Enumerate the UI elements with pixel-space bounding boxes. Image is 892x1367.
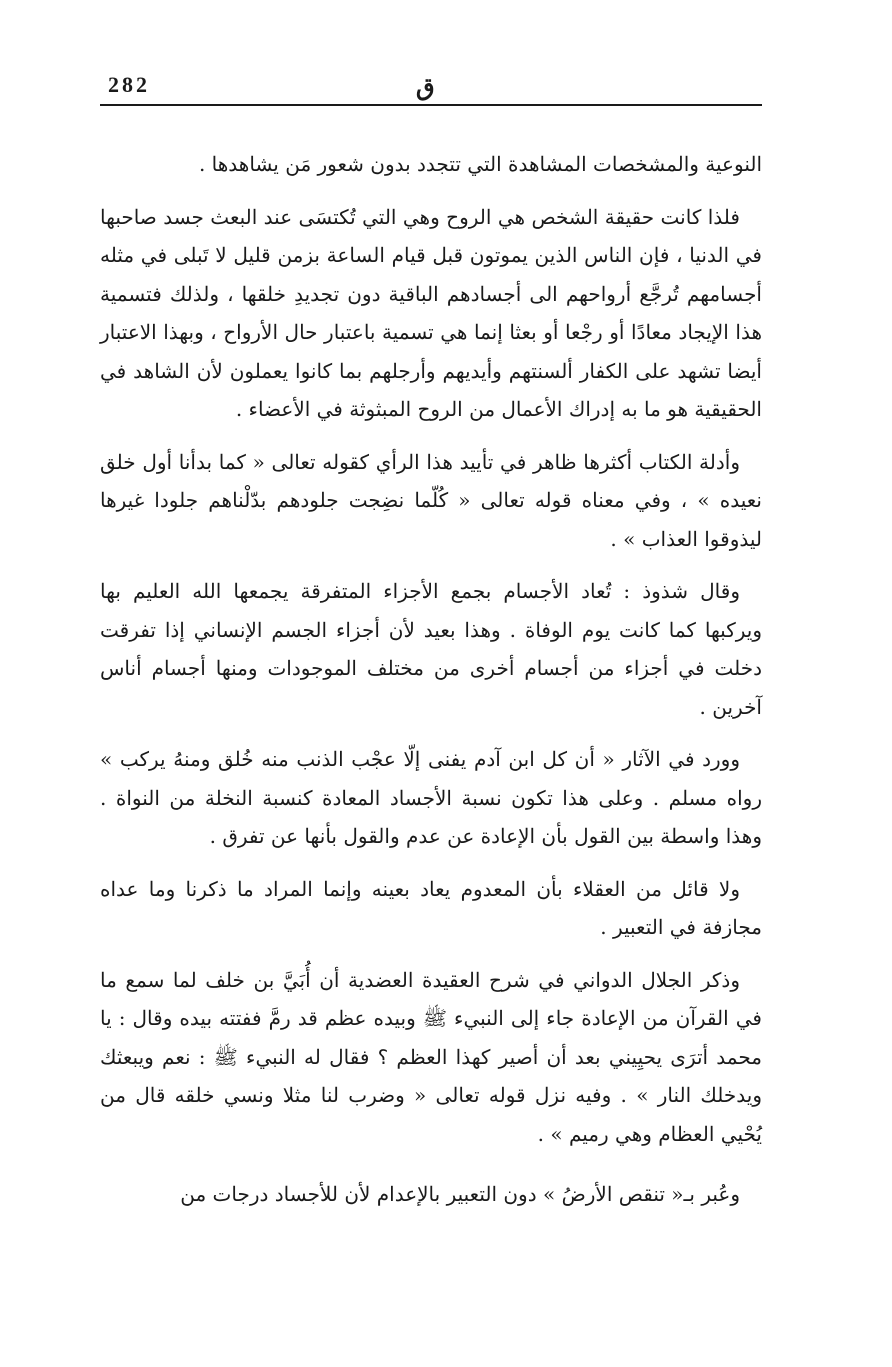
paragraph-dissenting-view: وقال شذوذ : تُعاد الأجسام بجمع الأجزاء المتفرقة يجمعها الله العليم بها ويركبها كما كانت يوم الوفاة . وهذا بعيد لأن أجزاء الجسم الإنساني إذا تفرقت دخلت في أجزاء من أجسام أخرى من مختلف الموجودات ومنها أجسام أناس آخرين . <box>100 579 762 719</box>
paragraph-soul-reality: فلذا كانت حقيقة الشخص هي الروح وهي التي تُكتسَى عند البعث جسد صاحبها في الدنيا ، فإن الناس الذين يموتون قبل قيام الساعة بزمن قليل لا تَبلى في مثله أجسامهم تُرجَّع أرواحهم الى أجسادهم الباقية دون تجديدِ خلقها ، ولذلك فتسمية هذا الإيجاد معادًا أو رجْعا أو بعثا إنما هي تسمية باعتبار حال الأرواح ، وبهذا الاعتبار أيضا تشهد على الكفار ألسنتهم وأيديهم وأرجلهم بما كانوا يعملون لأن الشاهد في الحقيقية هو ما به إدراك الأعمال من الروح المبثوثة في الأعضاء . <box>100 204 762 421</box>
header-rule <box>100 104 762 106</box>
paragraph-dawani: وذكر الجلال الدواني في شرح العقيدة العضدية أن أُبَيَّ بن خلف لما سمع ما في القرآن من الإعادة جاء إلى النبيء ﷺ وبيده عظم قد رمَّ ففتته بيده وقال : يا محمد أترَى يحيِيني بعد أن أصير كهذا العظم ؟ فقال له النبيء ﷺ : نعم ويبعثك ويدخلك النار » . وفيه نزل قوله تعالى « وضرب لنا مثلا ونسي خلقه قال من يُحْيي العظام وهي رميم » . <box>100 967 762 1146</box>
page-number: 282 <box>108 72 150 97</box>
page-header <box>100 60 762 106</box>
paragraph-no-scholar: ولا قائل من العقلاء بأن المعدوم يعاد بعينه وإنما المراد ما ذكرنا وما عداه مجازفة في التعبير . <box>100 876 762 939</box>
paragraph-final: وعُبر بـ« تنقص الأرضُ » دون التعبير بالإعدام لأن للأجساد درجات من <box>180 1182 740 1206</box>
running-title: ق <box>416 72 435 101</box>
paragraph-quran-evidence: وأدلة الكتاب أكثرها ظاهر في تأييد هذا الرأي كقوله تعالى « كما بدأنا أول خلق نعيده » ، وفي معناه قوله تعالى « كُلّما نضِجت جلودهم بدّلْناهم جلودا غيرها ليذوقوا العذاب » . <box>100 449 762 551</box>
paragraph-hadith: وورد في الآثار « أن كل ابن آدم يفنى إلّا عجْب الذنب منه خُلق ومنهُ يركب » رواه مسلم . وعلى هذا تكون نسبة الأجساد المعادة كنسبة النخلة من النواة . وهذا واسطة بين القول بأن الإعادة عن عدم والقول بأنها عن تفرق . <box>100 747 762 848</box>
paragraph-continuation: النوعية والمشخصات المشاهدة التي تتجدد بدون شعور مَن يشاهدها . <box>198 152 762 176</box>
body-text <box>100 145 762 1228</box>
